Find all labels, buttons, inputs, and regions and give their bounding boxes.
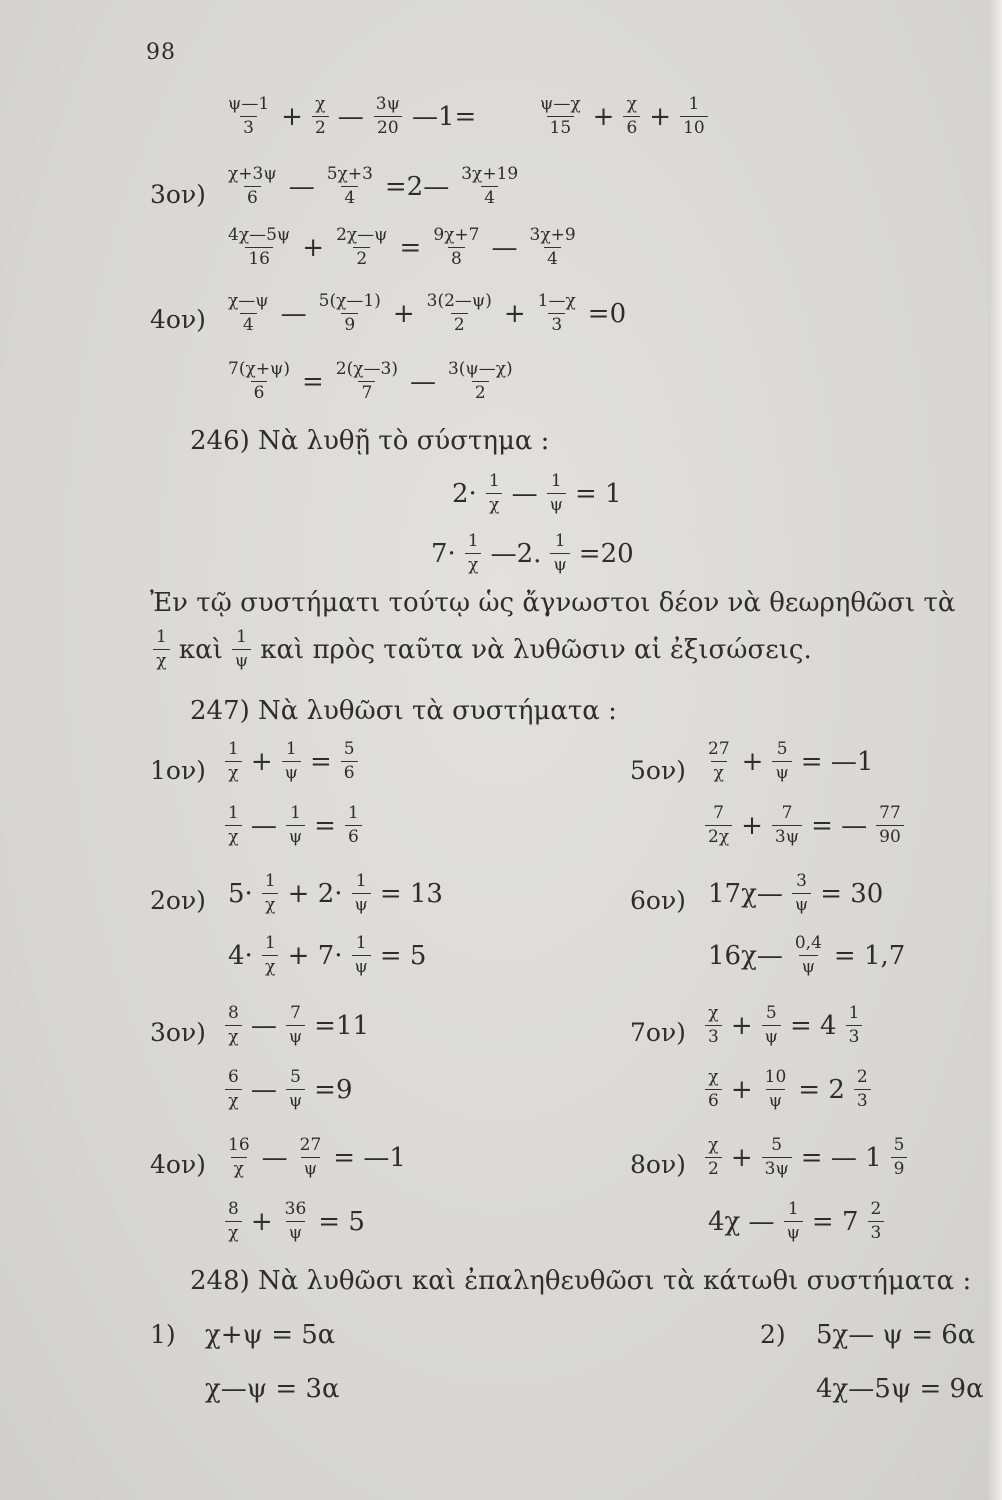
denominator: ψ [547,493,566,516]
math-text: = 5 [318,1206,365,1237]
numerator: 27 [708,739,730,759]
numerator: 8 [228,1003,239,1023]
equation: 4χ—5ψ = 9α [816,1374,984,1404]
numerator: 3(ψ—χ) [447,359,513,379]
equation [702,1136,910,1179]
denominator: ψ [772,761,791,784]
numerator: 77 [879,803,901,823]
numerator: 3 [796,871,807,891]
numerator: 6 [228,1067,239,1087]
math-text: + [392,298,415,329]
numerator: 1 [264,933,276,953]
math-text: + [741,810,763,841]
equation [702,1004,865,1047]
math-text: — [288,171,315,202]
math-text: — [250,810,277,841]
fraction [762,1068,790,1111]
math-text: + 2· [287,878,343,909]
math-text: 4· [228,940,253,971]
denominator: 90 [876,825,904,848]
denominator: ψ [286,1089,305,1112]
equation [222,1200,371,1243]
numerator: 3χ+9 [529,225,576,245]
math-text: — [250,1074,277,1105]
fraction [792,872,811,915]
numerator: χ [708,1135,719,1155]
math-text: 16χ— [708,940,783,971]
fraction [352,872,371,915]
math-text: 5· [228,878,253,909]
denominator: 3 [868,1221,885,1244]
numerator: 5 [771,1135,783,1155]
numerator: 1 [488,471,500,491]
numerator: 5 [343,739,355,759]
denominator: 2 [472,381,489,404]
fraction [225,740,242,783]
fraction [282,1200,310,1243]
fraction [547,472,566,515]
system-label: 8ον) [630,1150,686,1179]
numerator: 1 [467,531,479,551]
note-text: Ἐν τῷ συστήματι τούτῳ ὡς ἄγνωστοι δέον νὰ θεωρηθῶσι τὰ [150,588,956,618]
math-text: =11 [314,1010,370,1041]
math-text: + [503,298,526,329]
math-text: = [314,810,336,841]
math-text: — [511,478,538,509]
fraction [225,1200,242,1243]
math-text: + [730,1074,753,1105]
math-text: + [741,746,764,777]
system-label: 2) [760,1320,786,1349]
numerator: 1 [787,1199,799,1219]
fraction [527,226,579,269]
fraction [537,95,584,138]
denominator: 7 [358,381,375,404]
fraction [262,934,279,977]
math-text: = — [811,810,868,841]
equation [222,226,582,269]
fraction [792,934,825,977]
math-text: — [261,1142,288,1173]
equation [222,740,361,783]
numerator: χ [315,94,326,114]
math-text: + [250,746,273,777]
math-text: = [309,746,332,777]
fraction [225,95,272,138]
math-text: = — 1 [800,1142,882,1173]
denominator: ψ [232,649,251,672]
fraction [762,1004,781,1047]
denominator: ψ [792,893,811,916]
system-label: 2ον) [150,886,206,915]
math-text: + [730,1142,753,1173]
equation [222,360,519,403]
numerator: χ+3ψ [228,164,277,184]
denominator: ψ [286,825,305,848]
math-text: — [337,101,364,132]
numerator: 2χ—ψ [336,225,388,245]
fraction [465,532,482,575]
denominator: 6 [623,116,640,139]
equation [702,804,907,847]
fraction [262,872,279,915]
denominator: 3 [705,1025,722,1048]
equation: χ+ψ = 5α [205,1320,336,1350]
fraction [854,1068,871,1111]
numerator: ψ—χ [540,94,581,114]
page-edge [988,0,1002,1500]
denominator: χ [262,955,278,978]
system-label: 3ον) [150,180,206,209]
numerator: 1 [347,803,359,823]
fraction [286,1004,305,1047]
fraction [225,226,293,269]
equation [702,1200,887,1243]
denominator: 4 [240,313,257,336]
denominator: ψ [550,553,569,576]
equation [222,872,449,915]
equation [222,1136,412,1179]
denominator: ψ [799,955,818,978]
fraction [705,1136,722,1179]
math-text: = [399,232,422,263]
denominator: ψ [282,761,301,784]
numerator: 1 [264,871,276,891]
denominator: ψ [352,955,371,978]
equation [222,804,365,847]
system-label: 4ον) [150,1150,206,1179]
equation [222,1068,359,1111]
math-text: =9 [314,1074,353,1105]
numerator: 1 [156,627,167,647]
denominator: 6 [251,381,268,404]
system-label: 7ον) [630,1018,686,1047]
equation [425,532,640,575]
math-text: = 13 [379,878,443,909]
math-text: 2· [452,478,477,509]
denominator: 4 [544,247,561,270]
fraction [784,1200,803,1243]
fraction [535,292,579,335]
equation [222,292,632,335]
math-text: 17χ— [708,878,783,909]
fraction [458,165,521,208]
denominator: 4 [341,186,358,209]
denominator: 9 [891,1157,908,1180]
numerator: 2 [870,1199,882,1219]
fraction [705,740,733,783]
numerator: ψ—1 [228,94,270,114]
denominator: χ [262,893,278,916]
equation [702,1068,874,1111]
fraction [680,95,708,138]
fraction [333,360,401,403]
fraction [225,1068,242,1111]
math-text: =20 [578,538,634,569]
math-text: 7· [431,538,456,569]
denominator: 2 [312,116,329,139]
fraction [232,628,251,671]
denominator: 3ψ [772,825,802,848]
fraction [868,1200,885,1243]
math-text: —1= [411,101,477,132]
denominator: 8 [448,247,465,270]
denominator: χ [225,1089,241,1112]
math-text: = 7 [811,1206,859,1237]
math-text: + [302,232,325,263]
fraction [333,226,390,269]
math-text: + [730,1010,753,1041]
fraction [424,292,495,335]
fraction [705,1068,722,1111]
system-label: 6ον) [630,886,686,915]
denominator: 2χ [705,825,732,848]
math-text: — [491,232,518,263]
numerator: 1—χ [537,291,576,311]
math-text: = [301,366,324,397]
fraction [352,934,371,977]
denominator: 6 [705,1089,722,1112]
denominator: χ [225,1025,241,1048]
fraction [486,472,503,515]
system-label: 5ον) [630,756,686,785]
denominator: χ [486,493,502,516]
exercise-heading: 246) Νὰ λυθῇ τὸ σύστημα : [190,426,550,456]
numerator: 4χ—5ψ [228,225,291,245]
numerator: 1 [228,803,239,823]
numerator: χ [708,1003,719,1023]
fraction [891,1136,908,1179]
denominator: 2 [353,247,370,270]
denominator: χ [225,825,241,848]
numerator: 1 [355,871,367,891]
denominator: χ [225,1221,241,1244]
fraction [772,804,802,847]
denominator: ψ [286,1025,305,1048]
denominator: 2 [705,1157,722,1180]
denominator: 3 [846,1025,863,1048]
math-text: = 5 [379,940,427,971]
math-text: = 4 [789,1010,837,1041]
fraction [286,1068,305,1111]
numerator: 1 [848,1003,860,1023]
equation [446,472,628,515]
numerator: 1 [290,803,301,823]
fraction [225,804,242,847]
numerator: 1 [355,933,367,953]
denominator: 10 [680,116,708,139]
numerator: 3(2—ψ) [426,291,492,311]
system-label: 1) [150,1320,176,1349]
fraction [623,95,640,138]
math-text: = 2 [798,1074,845,1105]
numerator: 5(χ—1) [318,291,381,311]
math-text: + [592,101,615,132]
math-text: 4χ — [708,1206,775,1237]
system-label: 4ον) [150,305,206,334]
math-text: + [250,1206,273,1237]
equation [222,165,524,208]
denominator: χ [465,553,481,576]
fraction [225,165,280,208]
fraction [225,1004,242,1047]
math-text: καὶ πρὸς ταῦτα νὰ λυθῶσιν αἱ ἐξισώσεις. [260,634,812,665]
equation: 5χ— ψ = 6α [816,1320,976,1350]
denominator: χ [711,761,727,784]
denominator: ψ [286,1221,305,1244]
denominator: 3 [240,116,257,139]
numerator: 2 [856,1067,868,1087]
denominator: χ [225,761,241,784]
fraction [341,740,358,783]
denominator: ψ [766,1089,785,1112]
numerator: 3ψ [375,94,400,114]
math-text: = 30 [820,878,884,909]
fraction [345,804,362,847]
math-text: — [280,298,307,329]
denominator: 3 [854,1089,871,1112]
fraction [705,804,732,847]
numerator: 5 [893,1135,905,1155]
denominator: 9 [341,313,358,336]
math-text: καὶ [178,634,223,665]
fraction [846,1004,863,1047]
fraction [876,804,904,847]
numerator: 1 [550,471,562,491]
math-text: + [649,101,672,132]
numerator: χ [626,94,637,114]
denominator: 15 [547,116,575,139]
fraction [373,95,403,138]
fraction [153,628,170,671]
denominator: 2 [451,313,468,336]
numerator: 1 [554,531,566,551]
math-text: = 1 [574,478,622,509]
fraction [762,1136,792,1179]
denominator: χ [153,649,169,672]
numerator: 5χ+3 [326,164,373,184]
exercise-heading: 248) Νὰ λυθῶσι καὶ ἐπαληθευθῶσι τὰ κάτωθι συστήματα : [190,1266,972,1296]
fraction [430,226,482,269]
numerator: 27 [299,1135,322,1155]
denominator: 6 [244,186,261,209]
denominator: 20 [374,116,402,139]
fraction [282,740,301,783]
math-text: = 1,7 [833,940,906,971]
math-text: —2. [490,538,542,569]
denominator: ψ [762,1025,781,1048]
numerator: 9χ+7 [433,225,480,245]
numerator: 1 [285,739,297,759]
math-text: — [409,366,436,397]
fraction [225,292,272,335]
numerator: 36 [284,1199,307,1219]
denominator: 3 [548,313,565,336]
equation [534,95,711,138]
equation: χ—ψ = 3α [205,1374,340,1404]
page-number: 98 [146,40,176,65]
equation [222,1004,375,1047]
denominator: ψ [352,893,371,916]
equation [702,740,879,783]
denominator: 3ψ [762,1157,792,1180]
denominator: ψ [784,1221,803,1244]
fraction [324,165,376,208]
numerator: 5 [765,1003,777,1023]
fraction [225,360,293,403]
numerator: 7(χ+ψ) [228,359,290,379]
fraction [312,95,329,138]
equation [222,95,482,138]
math-text: =0 [587,298,627,329]
numerator: χ [708,1067,719,1087]
numerator: 7 [713,803,724,823]
math-text: =2— [384,171,450,202]
fraction [772,740,791,783]
system-label: 1ον) [150,756,206,785]
denominator: 6 [341,761,358,784]
math-text: + 7· [287,940,343,971]
numerator: 7 [781,803,793,823]
fraction [225,1136,253,1179]
denominator: 6 [345,825,362,848]
fraction [286,804,305,847]
denominator: ψ [301,1157,320,1180]
numerator: 10 [764,1067,787,1087]
fraction [297,1136,325,1179]
denominator: 4 [481,186,498,209]
note-equation [150,628,818,671]
fraction [705,1004,722,1047]
equation [702,872,889,915]
numerator: 1 [236,627,247,647]
equation [702,934,911,977]
fraction [445,360,516,403]
math-text: = —1 [800,746,874,777]
system-label: 3ον) [150,1018,206,1047]
numerator: 7 [290,1003,301,1023]
numerator: 8 [228,1199,239,1219]
math-text: — [250,1010,277,1041]
numerator: 5 [776,739,788,759]
numerator: 3χ+19 [461,164,519,184]
exercise-heading: 247) Νὰ λυθῶσι τὰ συστήματα : [190,696,617,726]
numerator: 0,4 [794,933,822,953]
fraction [550,532,569,575]
numerator: 2(χ—3) [335,359,398,379]
denominator: χ [231,1157,247,1180]
numerator: 16 [228,1135,250,1155]
numerator: 1 [228,739,239,759]
numerator: 5 [290,1067,301,1087]
numerator: 1 [688,94,700,114]
equation [222,934,432,977]
denominator: 16 [245,247,273,270]
fraction [316,292,384,335]
numerator: χ—ψ [228,291,269,311]
math-text: = —1 [333,1142,406,1173]
math-text: + [281,101,303,132]
